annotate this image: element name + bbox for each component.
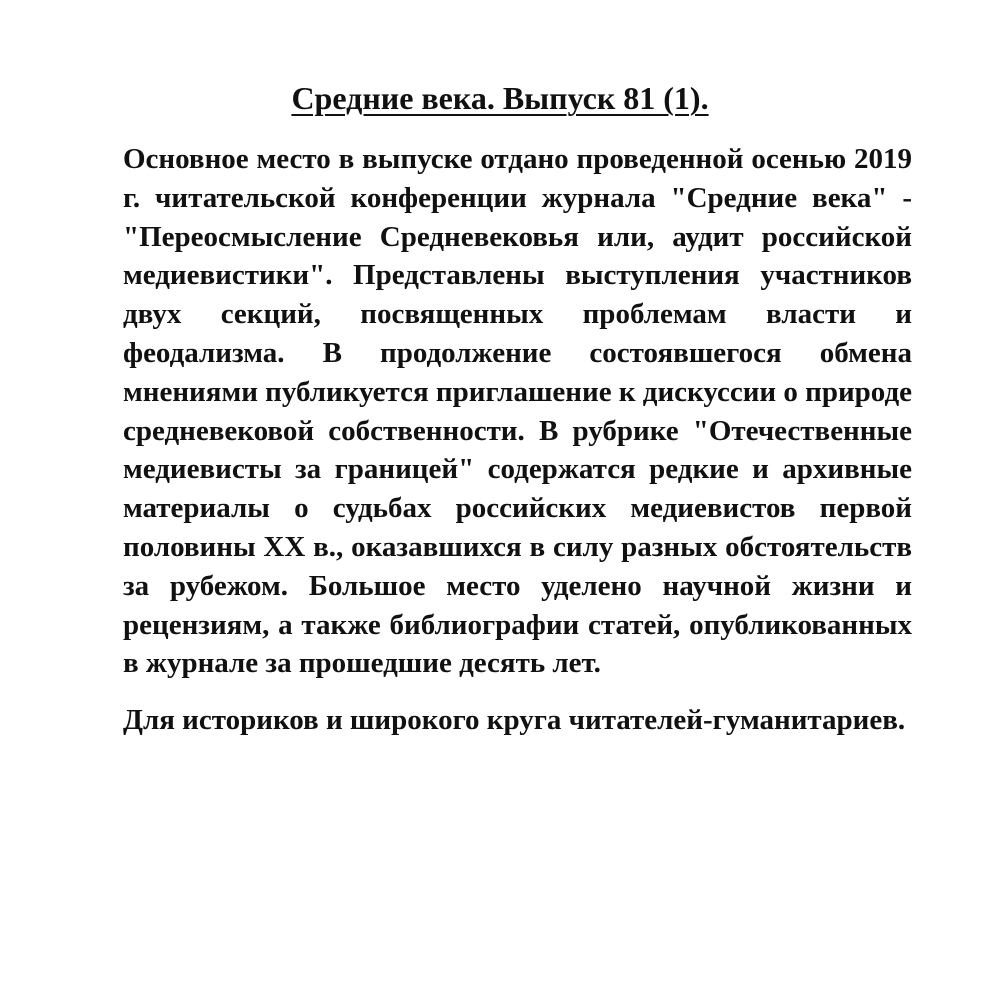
description-paragraph: Основное место в выпуске отдано проведенной осенью 2019 г. читательской конференции журнала "Средние века" - "Переосмысление Средневековья или, аудит российской медиевистики". Представлены выступления участников двух секций, посвященных проблемам власти и феодализма. В продолжение состоявшегося обмена мнениями публикуется приглашение к дискуссии о природе средневековой собственности. В рубрике "Отечественные медиевисты за границей" содержатся редкие и архивные материалы о судьбах российских медиевистов первой половины XX в., оказавшихся в силу разных обстоятельств за рубежом. Большое место уделено научной жизни и рецензиям, а также библиографии статей, опубликованных в журнале за прошедшие десять лет. bbox=[123, 143, 912, 680]
document-title: Средние века. Выпуск 81 (1). bbox=[291, 80, 709, 116]
audience-paragraph: Для историков и широкого круга читателей-гуманитариев. bbox=[123, 704, 906, 737]
document-body bbox=[123, 140, 912, 740]
